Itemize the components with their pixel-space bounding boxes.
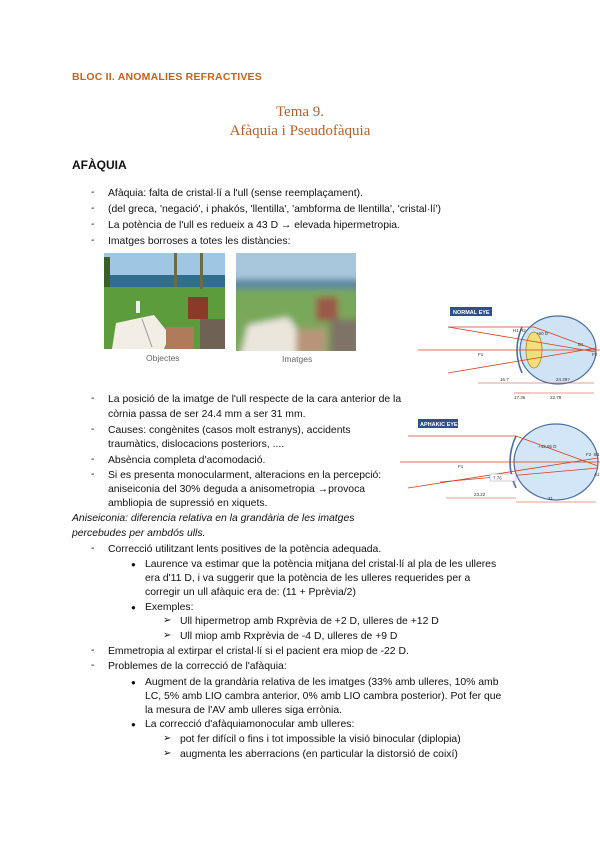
dash-marker: - <box>91 645 95 656</box>
dash-marker: - <box>91 543 95 554</box>
sub-aberrations: augmenta les aberracions (en particular la distorsió de coixí) <box>180 749 458 760</box>
bullet-monocular-2: aniseiconia del 30% deguda a anisometropia →provoca <box>108 484 366 495</box>
svg-text:F2: F2 <box>592 352 598 357</box>
svg-text:F1: F1 <box>458 464 464 469</box>
laurence-line-2: era d'11 D, i va suggerir que la potència de les ulleres requerides per a <box>145 573 471 584</box>
dash-marker: - <box>91 454 95 465</box>
diagram-aphakic-eye <box>400 418 600 513</box>
bullet-monocular-3: ambliopia de supressió en xiquets. <box>108 498 268 509</box>
section-title: AFÀQUIA <box>72 158 127 172</box>
svg-text:23.22: 23.22 <box>474 492 486 497</box>
bullet-image-position-1: La posició de la imatge de l'ull respecte de la cara anterior de la <box>108 394 402 405</box>
round-bullet: ● <box>131 720 136 729</box>
example-myope: Ull miop amb Rxprèvia de -4 D, ulleres de +9 D <box>180 631 398 642</box>
svg-text:+60 D: +60 D <box>536 331 549 336</box>
bullet-afaquia-def: Afàquia: falta de cristal·lí a l'ull (sense reemplaçament). <box>108 188 363 199</box>
bullet-power: La potència de l'ull es redueix a 43 D → elevada hipermetropia. <box>108 220 400 231</box>
aniseiconia-def-2: percebudes per ambdós ulls. <box>72 528 206 539</box>
photo-objects <box>104 253 225 349</box>
svg-text:31: 31 <box>548 496 554 501</box>
round-bullet: ● <box>131 603 136 612</box>
normal-eye-svg <box>418 305 600 402</box>
dash-marker: - <box>91 393 95 404</box>
bullet-problems: Problemes de la correcció de l'afàquia: <box>108 661 287 672</box>
sub-diplopia: pot fer difícil o fins i tot impossible la visió binocular (diplopia) <box>180 734 461 745</box>
bullet-causes-1: Causes: congènites (casos molt estranys), accidents <box>108 425 351 436</box>
dash-marker: - <box>91 660 95 671</box>
arrow-bullet-icon: ➢ <box>163 630 172 641</box>
dash-marker: - <box>91 187 95 198</box>
augment-line-3: la mesura de l'AV amb ulleres siga errònia. <box>145 705 342 716</box>
round-bullet: ● <box>131 560 136 569</box>
arrow-bullet-icon: ➢ <box>163 615 172 626</box>
svg-text:H1 H2: H1 H2 <box>513 328 526 333</box>
bullet-correction: Correcció utilitzant lents positives de la potència adequada. <box>108 544 382 555</box>
tema-number: Tema 9. <box>275 104 325 120</box>
dash-marker: - <box>91 219 95 230</box>
bullet-blurry: Imatges borroses a totes les distàncies: <box>108 236 291 247</box>
svg-text:7.76: 7.76 <box>493 475 502 481</box>
aphakic-eye-label: APHAKIC EYE <box>420 422 458 428</box>
round-bullet: ● <box>131 678 136 687</box>
laurence-line-3: corregir un ull afàquic era de: (11 + Pprèvia/2) <box>145 587 356 598</box>
svg-text:22.78: 22.78 <box>550 395 562 400</box>
bullet-image-position-2: còrnia passa de ser 24.4 mm a ser 31 mm. <box>108 409 306 420</box>
normal-eye-label: NORMAL EYE <box>453 310 490 316</box>
photo-objects-image <box>104 253 225 349</box>
caption-objects: Objectes <box>146 353 180 363</box>
monocular-correction: La correcció d'afàquiamonocular amb ulleres: <box>145 719 355 730</box>
photo-images <box>236 253 356 351</box>
bullet-causes-2: traumàtics, dislocacions posteriors, .... <box>108 439 285 450</box>
svg-text:16.7: 16.7 <box>500 377 509 382</box>
svg-text:B1: B1 <box>578 342 584 347</box>
dash-marker: - <box>91 203 95 214</box>
bullet-etymology: (del greca, 'negació', i phakós, 'llentilla', 'ambforma de llentilla', 'cristal·lí') <box>108 204 441 215</box>
svg-text:F2: F2 <box>586 452 592 457</box>
dash-marker: - <box>91 469 95 480</box>
bloc-heading: BLOC II. ANOMALIES REFRACTIVES <box>72 71 262 83</box>
caption-images: Imatges <box>282 354 313 364</box>
svg-text:+43.05 D: +43.05 D <box>538 444 557 449</box>
aphakic-eye-svg <box>400 418 600 513</box>
example-hyperope: Ull hipermetrop amb Rxprèvia de +2 D, ulleres de +12 D <box>180 616 439 627</box>
bullet-accommodation: Absència completa d'acomodació. <box>108 455 266 466</box>
svg-text:17.36: 17.36 <box>514 395 526 400</box>
aniseiconia-def-1: Aniseiconia: diferencia relativa en la grandària de les imatges <box>72 513 355 524</box>
arrow-bullet-icon: ➢ <box>163 733 172 744</box>
bullet-emmetropia: Emmetropia al extirpar el cristal·lí si el pacient era miop de -22 D. <box>108 646 409 657</box>
dash-marker: - <box>91 424 95 435</box>
bullet-monocular-1: Si es presenta monocularment, alteracions en la percepció: <box>108 470 382 481</box>
svg-text:24.39?: 24.39? <box>556 377 570 382</box>
exemples-label: Exemples: <box>145 602 194 613</box>
svg-text:A1: A1 <box>594 472 600 477</box>
augment-line-2: LC, 5% amb LIO cambra anterior, 0% amb LIO cambra posterior). Pot fer que <box>145 691 502 702</box>
arrow-bullet-icon: ➢ <box>163 748 172 759</box>
diagram-normal-eye <box>418 305 600 402</box>
dash-marker: - <box>91 235 95 246</box>
laurence-line-1: Laurence va estimar que la potència mitjana del cristal·lí al pla de les ulleres <box>145 559 497 570</box>
svg-text:F1: F1 <box>478 352 484 357</box>
tema-title: Afàquia i Pseudofàquia <box>229 123 371 139</box>
svg-text:B1: B1 <box>594 452 600 457</box>
photo-images-blurred <box>236 253 356 351</box>
augment-line-1: Augment de la grandària relativa de les imatges (33% amb ulleres, 10% amb <box>145 677 499 688</box>
